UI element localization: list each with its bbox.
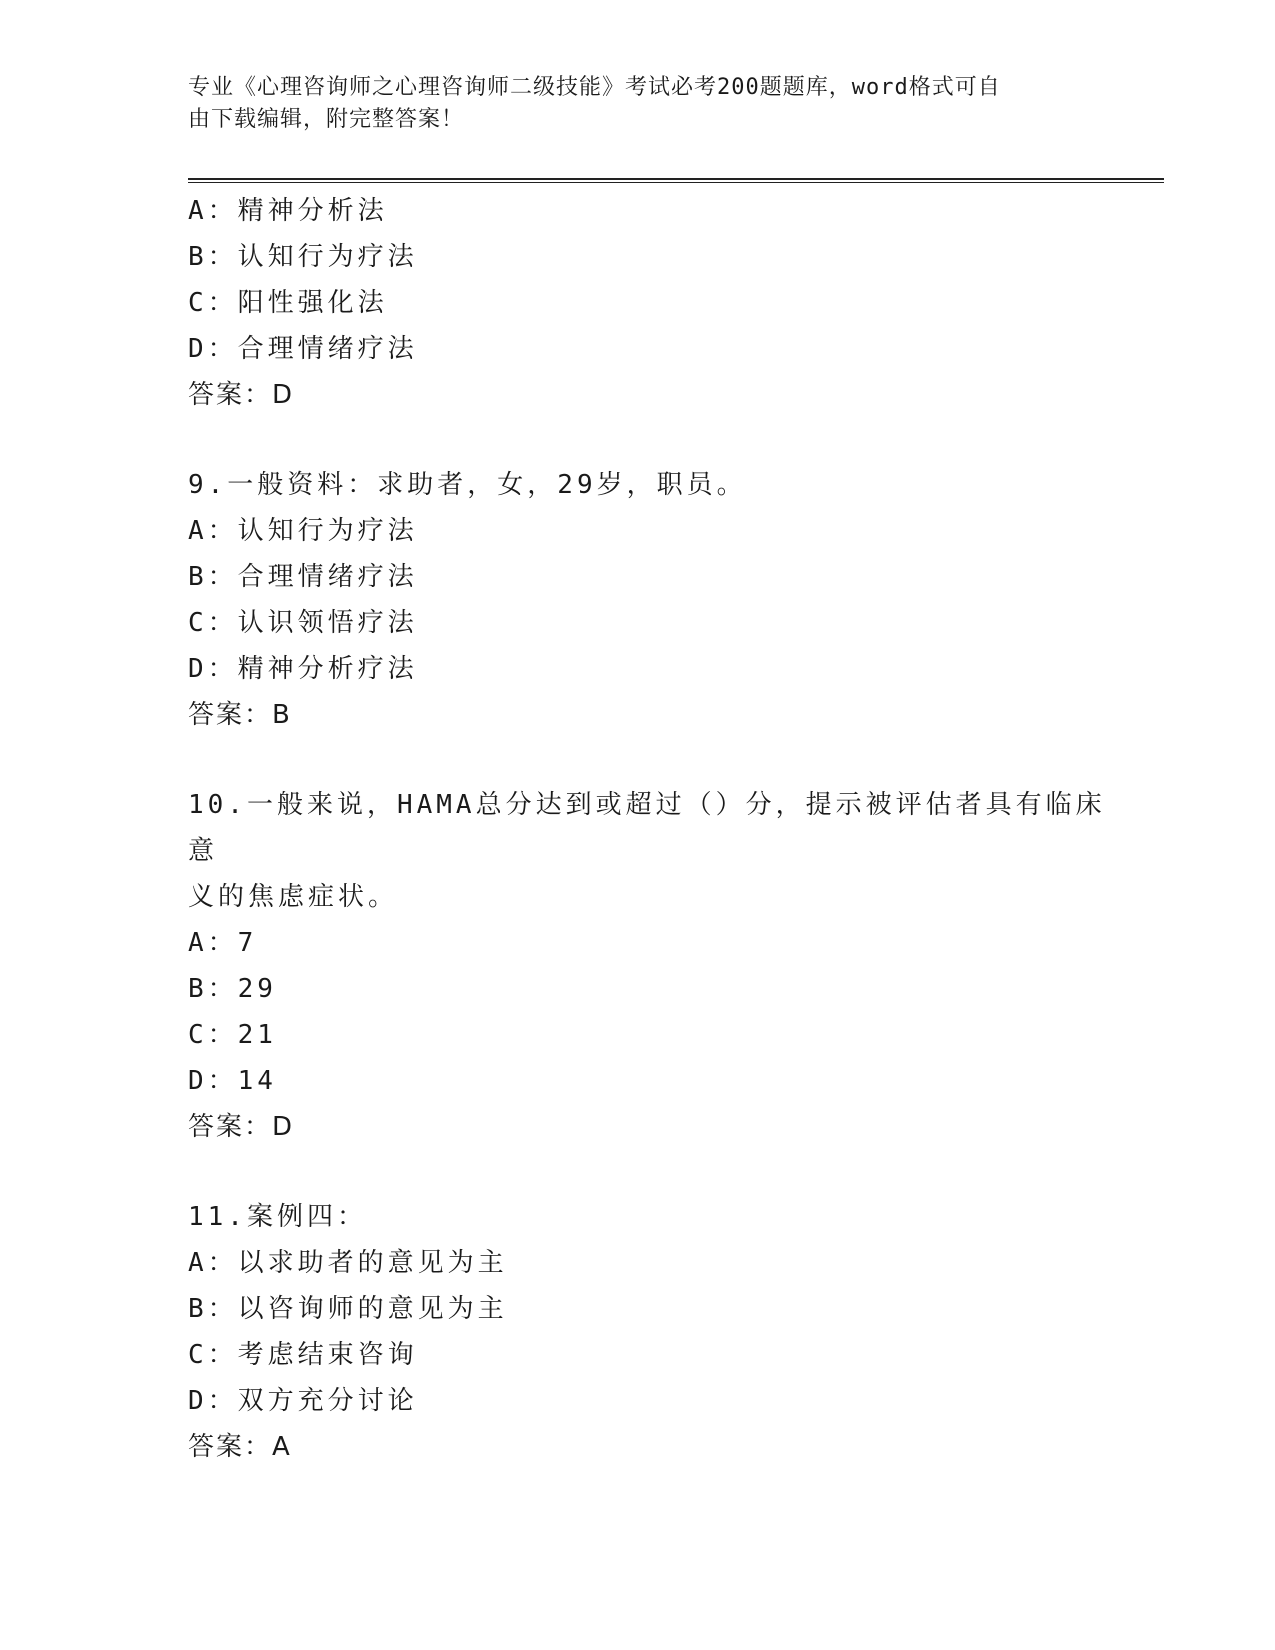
option-a: A：以求助者的意见为主	[188, 1248, 508, 1278]
header-divider	[188, 178, 1164, 183]
option-d: D：精神分析疗法	[188, 654, 418, 684]
option-c: C：21	[188, 1020, 277, 1050]
option-a: A：认知行为疗法	[188, 516, 418, 546]
option-b: B：29	[188, 974, 277, 1004]
document-header	[188, 72, 1068, 136]
option-c: C：认识领悟疗法	[188, 608, 418, 638]
question-9	[188, 462, 1118, 738]
question-list	[188, 188, 1118, 1470]
spacer	[188, 418, 1118, 462]
option-c: C：考虑结束咨询	[188, 1340, 418, 1370]
option-d: D：14	[188, 1066, 277, 1096]
option-a: A：精神分析法	[188, 196, 388, 226]
spacer	[188, 738, 1118, 782]
answer: 答案：B	[188, 700, 292, 730]
option-d: D：合理情绪疗法	[188, 334, 418, 364]
option-d: D：双方充分讨论	[188, 1386, 418, 1416]
answer: 答案：A	[188, 1432, 292, 1462]
option-b: B：以咨询师的意见为主	[188, 1294, 508, 1324]
question-title-line-2: 义的焦虑症状。	[188, 882, 399, 912]
header-line-2: 由下载编辑，附完整答案！	[188, 107, 465, 132]
answer: 答案：D	[188, 1112, 295, 1142]
question-title-line-1: 10.一般来说，HAMA总分达到或超过（）分，提示被评估者具有临床意	[188, 790, 1106, 866]
question-title: 11.案例四：	[188, 1202, 367, 1232]
question-10	[188, 782, 1118, 1150]
answer: 答案：D	[188, 380, 295, 410]
option-c: C：阳性强化法	[188, 288, 388, 318]
option-a: A：7	[188, 928, 258, 958]
question-11	[188, 1194, 1118, 1470]
option-b: B：合理情绪疗法	[188, 562, 418, 592]
question-title: 9.一般资料：求助者，女，29岁，职员。	[188, 470, 747, 500]
question-8	[188, 188, 1118, 418]
spacer	[188, 1150, 1118, 1194]
option-b: B：认知行为疗法	[188, 242, 418, 272]
header-line-1: 专业《心理咨询师之心理咨询师二级技能》考试必考200题题库，word格式可自	[188, 75, 1001, 100]
